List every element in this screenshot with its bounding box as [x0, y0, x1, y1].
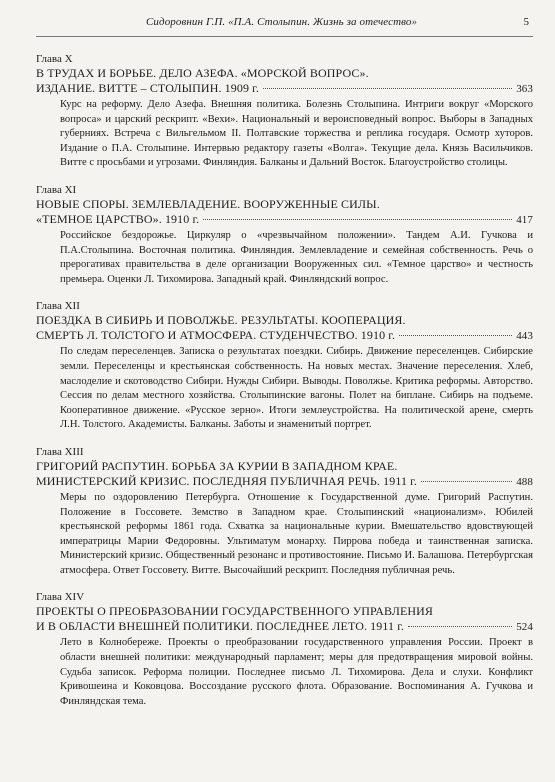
chapter-label: Глава XIV	[36, 591, 85, 604]
chapter-title-text: «ТЕМНОЕ ЦАРСТВО». 1910 г.	[36, 211, 200, 226]
page-number: 5	[523, 16, 529, 28]
dot-leader	[399, 334, 512, 336]
chapter-page-number: 524	[516, 621, 533, 634]
chapter-title-last-line	[36, 81, 533, 97]
chapter-14	[36, 590, 533, 709]
chapter-title-last-line	[36, 474, 533, 490]
chapter-title-text: ИЗДАНИЕ. ВИТТЕ – СТОЛЫПИН. 1909 г.	[36, 81, 259, 95]
chapter-title: В ТРУДАХ И БОРЬБЕ. ДЕЛО АЗЕФА. «МОРСКОЙ ВОПРОС».	[36, 66, 369, 80]
chapter-description: Российское бездорожье. Циркуляр о «чрезвычайном положении». Тандем А.И. Гучкова и П.А.Столыпина. Восточная политика. Финляндия. Землевладение и семейная собственность. Речь о прерогативах правительства в деле организации Вооруженных сил. «Темное царство» и честность премьера. Оценки Л. Тихомирова. Западный край. Финляндский вопрос.	[60, 229, 533, 285]
chapter-title-text: СМЕРТЬ Л. ТОЛСТОГО И АТМОСФЕРА. СТУДЕНЧЕСТВО. 1910 г.	[36, 328, 396, 343]
chapter-page-number: 443	[516, 330, 533, 343]
chapter-page-number: 417	[516, 213, 533, 226]
chapter-11	[36, 183, 533, 287]
chapter-12	[36, 299, 533, 433]
page-header	[36, 12, 533, 37]
chapter-label: Глава XII	[36, 300, 80, 313]
chapter-title: ПОЕЗДКА В СИБИРЬ И ПОВОЛЖЬЕ. РЕЗУЛЬТАТЫ. КООПЕРАЦИЯ.	[36, 313, 406, 328]
chapter-title-last-line	[36, 328, 533, 344]
table-of-contents	[36, 52, 533, 721]
chapter-page-number: 363	[516, 83, 533, 95]
dot-leader	[263, 87, 512, 89]
chapter-description: Лето в Колнобереже. Проекты о преобразовании государственного управления России. Проект в области внешней политики: международный парламент; меры для предотвращения мировой войны. Судьба записок. Реформа полиции. Последнее письмо Л. Тихомирова. Дела и слухи. Конфликт Кривошеина и Коковцова. Воссоздание русского флота. Образование. Воспоминания А. Гучкова и Финляндская тема.	[60, 637, 533, 707]
chapter-title-last-line	[36, 619, 533, 635]
chapter-description: Курс на реформу. Дело Азефа. Внешняя политика. Болезнь Столыпина. Интриги вокруг «Морского вопроса» и царский рескрипт. «Вехи». Национальный и вероисповедный вопрос. Выборы в Западных губерниях. Встреча с Вильгельмом II. Полтавские торжества и реплика государя. Осмотр хуторов. Издание о П.А. Столыпине. Интервью редактору газеты «Волга». Текущие дела. Князь Васильчиков. Витте с просьбами и угрозами. Финляндия. Балканы и Дальний Восток. Благоустройство столицы.	[60, 99, 533, 169]
chapter-13	[36, 445, 533, 579]
chapter-title: ГРИГОРИЙ РАСПУТИН. БОРЬБА ЗА КУРИИ В ЗАПАДНОМ КРАЕ.	[36, 458, 398, 473]
chapter-description: По следам переселенцев. Записка о результатах поездки. Сибирь. Движение переселенцев. Сибирские земли. Переселенцы и крестьянская собственность. На новых местах. Значение переселения. Хлеб, маслоделие и скотоводство Сибири. Нужды Сибири. Выводы. Поволжье. Критика реформы. Авторство. Сессия по делам местного хозяйства. Столыпинские вагоны. Полет на биплане. Сибирь на подъеме. Кооперативное движение. «Русское зерно». Итоги землеустройства. На политической арене, смерть Л.Н. Толстого. Академисты. Балканы. Заботы и знаменитый портрет.	[60, 346, 533, 431]
chapter-label: Глава X	[36, 53, 73, 65]
chapter-title-text: МИНИСТЕРСКИЙ КРИЗИС. ПОСЛЕДНЯЯ ПУБЛИЧНАЯ РЕЧЬ. 1911 г.	[36, 473, 417, 488]
running-title: Сидоровнин Г.П. «П.А. Столыпин. Жизнь за отечество»	[146, 16, 418, 28]
dot-leader	[203, 218, 512, 220]
chapter-label: Глава XI	[36, 183, 77, 196]
chapter-title: НОВЫЕ СПОРЫ. ЗЕМЛЕВЛАДЕНИЕ. ВООРУЖЕННЫЕ СИЛЫ.	[36, 196, 380, 211]
chapter-label: Глава XIII	[36, 445, 84, 458]
chapter-title-text: И В ОБЛАСТИ ВНЕШНЕЙ ПОЛИТИКИ. ПОСЛЕДНЕЕ ЛЕТО. 1911 г.	[36, 619, 405, 634]
dot-leader	[421, 480, 512, 482]
chapter-title-last-line	[36, 212, 533, 228]
chapter-title: ПРОЕКТЫ О ПРЕОБРАЗОВАНИИ ГОСУДАРСТВЕННОГО УПРАВЛЕНИЯ	[36, 604, 434, 619]
chapter-page-number: 488	[516, 475, 533, 488]
dot-leader	[408, 625, 512, 627]
chapter-10	[36, 52, 533, 171]
chapter-description: Меры по оздоровлению Петербурга. Отношение к Государственной думе. Григорий Распутин. Положение в Госсовете. Земство в Западном крае. Столыпинский «национализм». Юбилей крестьянской реформы 1861 года. Схватка за национальные курии. Вмешательство вдовствующей императрицы Марии Федоровны. Ультиматум монарху. Пиррова победа и таинственная записка. Министерский кризис. Общественный резонанс и противостояние. Письмо И. Балашова. Петербургская атмосфера. Ответ Госсовету. Витте. Высочайший рескрипт. Последняя публичная речь.	[60, 491, 533, 576]
